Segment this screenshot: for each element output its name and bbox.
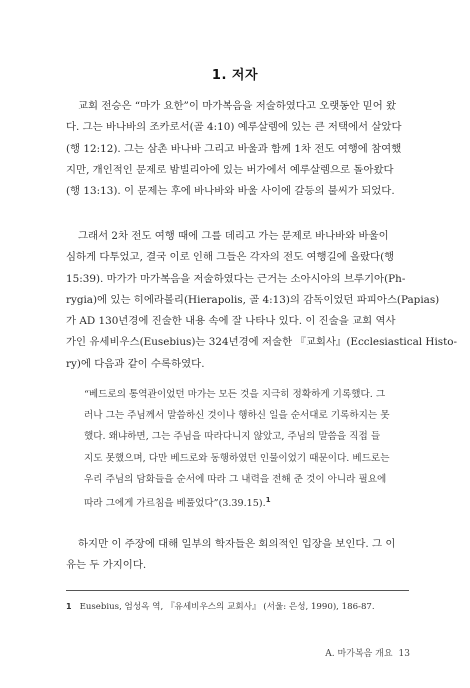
paragraph-line: 다. 그는 바나바의 조카로서(골 4:10) 예루살렘에 있는 큰 저택에서 살았다	[66, 121, 402, 134]
paragraph-line: ry)에 다음과 같이 수록하였다.	[66, 357, 205, 370]
paragraph-line: 지만, 개인적인 문제로 밤빌리아에 있는 버가에서 예루살렘으로 돌아왔다	[66, 163, 394, 176]
page-number: 13	[398, 649, 410, 659]
paragraph-line: 유는 두 가지이다.	[66, 559, 147, 572]
quote-line: 지도 못했으며, 다만 베드로와 동행하였던 인물이었기 때문이다. 베드로는	[84, 452, 390, 464]
paragraph-line: 하지만 이 주장에 대해 일부의 학자들은 회의적인 입장을 보인다. 그 이	[78, 538, 396, 550]
paragraph-line: (행 13:13). 이 문제는 후에 바나바와 바울 사이에 갈등의 불씨가 되었다.	[66, 185, 395, 198]
quote-line: 러나 그는 주님께서 말씀하신 것이나 행하신 일을 순서대로 기록하지는 못	[84, 410, 390, 422]
quote-last-text: 따라 그에게 가르침을 베풀었다”(3.39.15).	[84, 498, 266, 510]
paragraph-line: 가 AD 130년경에 진술한 내용 속에 잘 나타나 있다. 이 진술을 교회 역사	[66, 315, 396, 328]
footnote-marker[interactable]: 1	[265, 496, 271, 505]
paragraph-line: 교회 전승은 “마가 요한”이 마가복음을 저술하였다고 오랫동안 믿어 왔	[78, 100, 397, 112]
paragraph-1	[66, 96, 409, 202]
quote-line: 했다. 왜냐하면, 그는 주님을 따라다니지 않았고, 주님의 말씀을 직접 들	[84, 431, 381, 443]
running-footer	[325, 646, 410, 659]
paragraph-3	[66, 534, 409, 577]
footer-section-title: A. 마가복음 개요	[325, 649, 393, 659]
paragraph-line: rygia)에 있는 히에라볼리(Hierapolis, 골 4:13)의 감독이었던 파피아스(Papias)	[66, 293, 440, 306]
quote-line: “베드로의 통역관이었던 마가는 모든 것을 지극히 정확하게 기록했다. 그	[84, 389, 386, 400]
paragraph-2	[66, 226, 458, 375]
footnote-text: Eusebius, 엄성옥 역, 『유세비우스의 교회사』 (서울: 은성, 1990), 186-87.	[79, 602, 375, 612]
paragraph-line: 15:39). 마가가 마가복음을 저술하였다는 근거는 소아시아의 브루기아(Ph-	[66, 272, 406, 285]
quote-line: 우리 주님의 담화들을 순서에 따라 그 내력을 전해 준 것이 아니라 필요에	[84, 473, 387, 485]
footnote-number: 1	[66, 602, 72, 611]
footnote-divider	[66, 590, 409, 591]
section-heading: 1. 저자	[211, 68, 259, 83]
paragraph-line: 심하게 다투었고, 결국 이로 인해 그들은 각자의 전도 여행길에 올랐다(행	[66, 251, 395, 264]
paragraph-line: 가인 유세비우스(Eusebius)는 324년경에 저술한 『교회사』(Ecclesiastical Histo-	[66, 336, 458, 349]
quote-line	[84, 490, 406, 514]
block-quote	[84, 384, 406, 514]
footnote	[66, 600, 409, 614]
paragraph-line: (행 12:12). 그는 삼촌 바나바 그리고 바울과 함께 1차 전도 여행에 참여했	[66, 142, 402, 155]
paragraph-line: 그래서 2차 전도 여행 때에 그를 데리고 가는 문제로 바나바와 바울이	[78, 230, 389, 242]
